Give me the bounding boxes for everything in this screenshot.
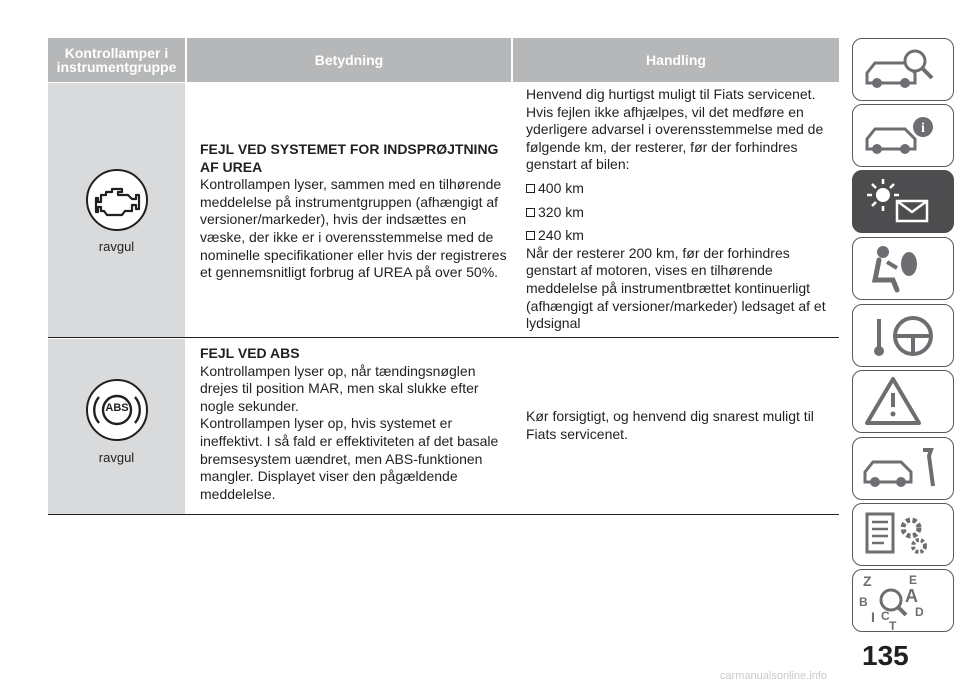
text-line: et gennemsnitligt forbrug af UREA på over 50%.: [200, 264, 499, 281]
text-line: versioner/markeder), hvis der indsættes en: [200, 211, 467, 228]
meaning-title: FEJL VED ABS: [200, 345, 300, 361]
index-letter: I: [871, 609, 875, 625]
text-line: meddelelse på instrumentbrættet kontinuerligt: [526, 279, 811, 296]
text-line: Kontrollampen lyser, sammen med en tilhørende: [200, 176, 502, 193]
index-letter: A: [905, 586, 918, 606]
index-letter: T: [889, 619, 897, 633]
index-letter: E: [909, 573, 918, 587]
text-line: meddelelse på instrumentgruppen (afhængigt af: [200, 193, 499, 210]
meaning-title: AF UREA: [200, 158, 263, 175]
checkbox-bullet-icon: [526, 231, 535, 240]
indicator-color-label: ravgul: [98, 450, 135, 465]
tab-airbag-seat[interactable]: [852, 237, 954, 300]
text-line: Kontrollampen lyser op, hvis systemet er: [200, 415, 453, 432]
row-divider: [48, 514, 839, 515]
tab-maintenance[interactable]: [852, 437, 954, 500]
text-line: drejes til position MAR, men skal slukke efter: [200, 380, 479, 397]
tab-emergency[interactable]: [852, 370, 954, 433]
text-line: meddelelse.: [200, 485, 276, 502]
meaning-cell-abs: [200, 345, 510, 503]
car-info-icon: [853, 105, 954, 167]
header-col1-line2: instrumentgruppe: [56, 59, 177, 75]
index-letter: B: [859, 595, 868, 609]
text-line: lydsignal: [526, 315, 581, 332]
meaning-cell-urea: [200, 141, 510, 282]
text-line: væske, der ikke er i overensstemmelse med de: [200, 228, 494, 245]
car-search-icon: [853, 39, 954, 101]
car-wrench-icon: [853, 438, 954, 500]
header-col1-line1: Kontrollamper i: [64, 45, 169, 61]
list-item: [526, 227, 838, 245]
warning-triangle-icon: [853, 371, 954, 433]
row-divider: [48, 337, 839, 338]
action-cell-urea: [526, 86, 838, 333]
text-line: nominelle specifikationer eller hvis der registreres: [200, 246, 507, 263]
action-cell-abs: [526, 408, 838, 443]
text-line: yderligere advarsel i overensstemmelse med de: [526, 121, 824, 138]
text-line: Henvend dig hurtigst muligt til Fiats servicenet.: [526, 86, 816, 102]
abs-icon: [86, 379, 148, 441]
abs-icon-text: ABS: [105, 402, 129, 414]
checkbox-bullet-icon: [526, 208, 535, 217]
svg-text:i: i: [921, 121, 925, 136]
index-letter: D: [915, 605, 924, 619]
text-line: Fiats servicenet.: [526, 425, 628, 442]
text-line: genstart af motoren, vises en tilhørende: [526, 262, 773, 279]
text-line: nogle sekunder.: [200, 397, 299, 414]
index-letter: C: [881, 609, 890, 623]
index-letter: Z: [863, 573, 872, 589]
list-item-text: 320 km: [538, 203, 584, 220]
list-item: [526, 180, 838, 198]
tab-key-steering[interactable]: [852, 304, 954, 367]
list-item-text: 400 km: [538, 179, 584, 196]
text-line: mangler. Displayet viser den pågældende: [200, 468, 458, 485]
tab-warning-lights[interactable]: [852, 170, 954, 233]
alphabet-index-icon: [853, 570, 954, 632]
column-header-indicator: [48, 38, 185, 82]
text-line: ineffektivt. I så fald er effektiviteten af det basale: [200, 432, 499, 449]
text-line: Når der resterer 200 km, før der forhindres: [526, 244, 790, 261]
airbag-seat-icon: [853, 238, 954, 300]
column-header-meaning: Betydning: [187, 38, 511, 82]
column-header-action: Handling: [513, 38, 839, 82]
text-line: genstart af bilen:: [526, 156, 630, 173]
tab-specifications[interactable]: [852, 503, 954, 566]
text-line: Kontrollampen lyser op, når tændingsnøglen: [200, 362, 476, 379]
list-item: [526, 204, 838, 222]
indicator-color-label: ravgul: [98, 239, 135, 254]
meaning-title: FEJL VED SYSTEMET FOR INDSPRØJTNING: [200, 141, 499, 157]
warning-light-message-icon: [853, 171, 954, 233]
text-line: Hvis fejlen ikke afhjælpes, vil det medføre en: [526, 103, 804, 120]
checkbox-bullet-icon: [526, 184, 535, 193]
specs-gear-icon: [853, 504, 954, 566]
text-line: Kør forsigtigt, og henvend dig snarest muligt til: [526, 408, 814, 424]
engine-check-icon: [86, 169, 148, 231]
text-line: følgende km, der resterer, før der forhindres: [526, 138, 798, 155]
watermark: carmanualsonline.info: [720, 670, 828, 682]
key-steering-wheel-icon: [853, 305, 954, 367]
list-item-text: 240 km: [538, 227, 584, 244]
tab-alphabetical-index[interactable]: [852, 569, 954, 632]
tab-car-info[interactable]: [852, 104, 954, 167]
text-line: bremsesystem uændret, men ABS-funktionen: [200, 450, 483, 467]
text-line: (afhængigt af versioner/markeder) ledsaget af et: [526, 297, 826, 314]
tab-car-search[interactable]: [852, 38, 954, 101]
page-number: 135: [862, 640, 909, 671]
